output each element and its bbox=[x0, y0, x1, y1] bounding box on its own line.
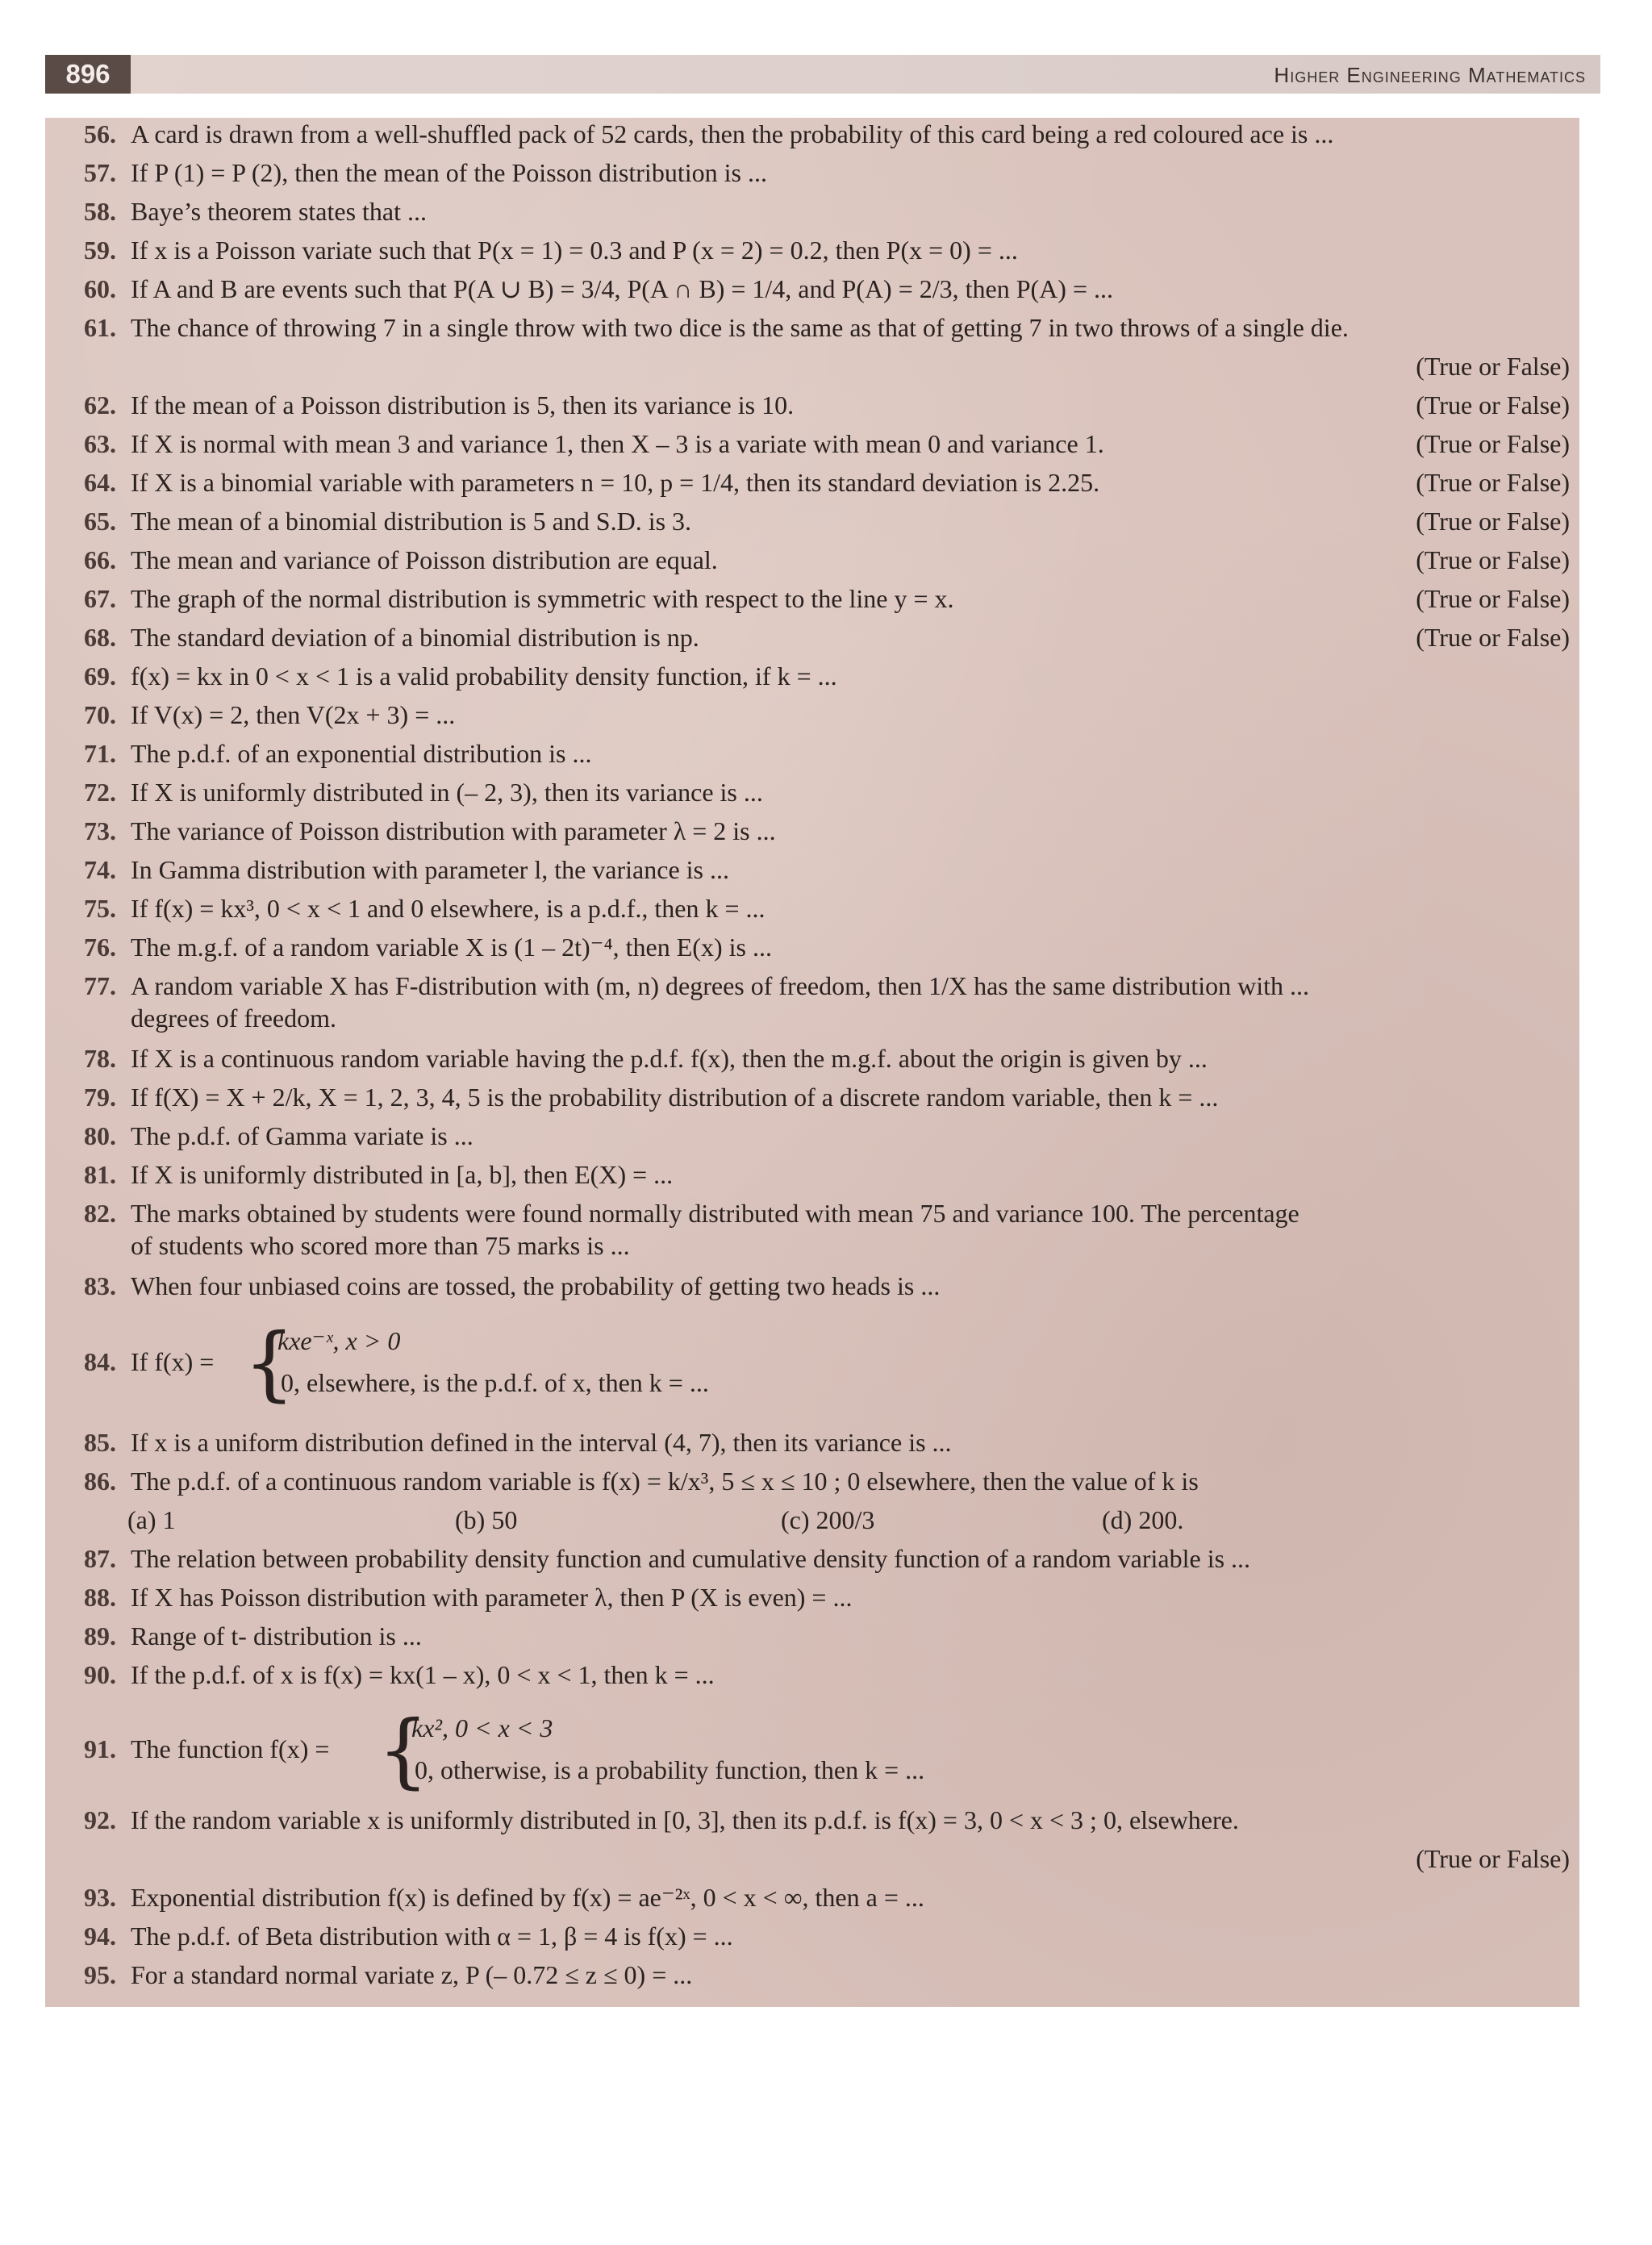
question-number: 93. bbox=[84, 1883, 116, 1912]
question-94 bbox=[45, 1920, 1579, 1952]
question-83 bbox=[45, 1270, 1579, 1302]
left-brace: { bbox=[244, 1316, 295, 1410]
question-text: The p.d.f. of an exponential distribution is ... bbox=[131, 739, 592, 768]
question-number: 77. bbox=[84, 971, 116, 1000]
question-number: 82. bbox=[84, 1199, 116, 1228]
question-text: The marks obtained by students were found normally distributed with mean 75 and variance 100. The percentage bbox=[131, 1199, 1299, 1228]
option-d: (d) 200. bbox=[1102, 1505, 1184, 1534]
question-69 bbox=[45, 660, 1579, 692]
question-number: 91. bbox=[84, 1734, 116, 1763]
question-text: If f(X) = X + 2/k, X = 1, 2, 3, 4, 5 is the probability distribution of a discrete random variable, then k = ... bbox=[131, 1083, 1219, 1112]
question-text: If the random variable x is uniformly distributed in [0, 3], then its p.d.f. is f(x) = 3, 0 < x < 3 ; 0, elsewhere. bbox=[131, 1805, 1239, 1834]
question-71 bbox=[45, 737, 1579, 770]
question-number: 74. bbox=[84, 855, 116, 884]
question-text: If the p.d.f. of x is f(x) = kx(1 – x), 0 < x < 1, then k = ... bbox=[131, 1660, 715, 1689]
question-72 bbox=[45, 776, 1579, 808]
option-b: (b) 50 bbox=[455, 1505, 518, 1534]
question-64 bbox=[45, 466, 1579, 499]
question-text: Baye’s theorem states that ... bbox=[131, 197, 428, 226]
question-number: 72. bbox=[84, 778, 116, 807]
question-89 bbox=[45, 1620, 1579, 1652]
question-60 bbox=[45, 273, 1579, 305]
question-text: The mean and variance of Poisson distribution are equal. bbox=[131, 545, 718, 574]
question-70 bbox=[45, 699, 1579, 731]
question-text: If V(x) = 2, then V(2x + 3) = ... bbox=[131, 700, 456, 729]
question-text: A card is drawn from a well-shuffled pack of 52 cards, then the probability of this card being a red coloured ace is ... bbox=[131, 119, 1334, 148]
question-number: 88. bbox=[84, 1583, 116, 1612]
question-text: Exponential distribution f(x) is defined by f(x) = ae⁻²ˣ, 0 < x < ∞, then a = ... bbox=[131, 1883, 924, 1912]
true-false-label: (True or False) bbox=[1416, 584, 1570, 613]
question-number: 61. bbox=[84, 313, 116, 342]
page-number: 896 bbox=[45, 55, 131, 94]
question-number: 94. bbox=[84, 1922, 116, 1951]
question-text: The chance of throwing 7 in a single throw with two dice is the same as that of getting 7 in two throws of a single die. bbox=[131, 313, 1349, 342]
question-75 bbox=[45, 892, 1579, 924]
question-number: 81. bbox=[84, 1160, 116, 1189]
question-77 bbox=[45, 970, 1579, 1034]
question-95 bbox=[45, 1959, 1579, 1991]
question-number: 69. bbox=[84, 661, 116, 691]
true-false-label: (True or False) bbox=[1416, 468, 1570, 497]
question-text: If X is uniformly distributed in [a, b], then E(X) = ... bbox=[131, 1160, 674, 1189]
question-79 bbox=[45, 1081, 1579, 1113]
case-line-1: kx², 0 < x < 3 bbox=[411, 1713, 553, 1742]
question-text: The mean of a binomial distribution is 5 and S.D. is 3. bbox=[131, 507, 692, 536]
question-66 bbox=[45, 544, 1579, 576]
question-63 bbox=[45, 428, 1579, 460]
question-number: 79. bbox=[84, 1083, 116, 1112]
question-number: 90. bbox=[84, 1660, 116, 1689]
question-text: If X is uniformly distributed in (– 2, 3), then its variance is ... bbox=[131, 778, 763, 807]
question-number: 76. bbox=[84, 933, 116, 962]
question-number: 89. bbox=[84, 1621, 116, 1650]
question-number: 95. bbox=[84, 1960, 116, 1989]
case-line-1: kxe⁻ˣ, x > 0 bbox=[277, 1326, 401, 1355]
question-text: Range of t- distribution is ... bbox=[131, 1621, 422, 1650]
question-number: 83. bbox=[84, 1271, 116, 1300]
question-62 bbox=[45, 389, 1579, 421]
question-90 bbox=[45, 1659, 1579, 1691]
question-68 bbox=[45, 621, 1579, 653]
question-number: 66. bbox=[84, 545, 116, 574]
question-67 bbox=[45, 582, 1579, 615]
question-number: 84. bbox=[84, 1347, 116, 1376]
question-text: If A and B are events such that P(A ∪ B) = 3/4, P(A ∩ B) = 1/4, and P(A) = 2/3, then P(A) = ... bbox=[131, 274, 1113, 303]
option-c: (c) 200/3 bbox=[781, 1505, 875, 1534]
question-text: The standard deviation of a binomial distribution is np. bbox=[131, 623, 699, 652]
question-59 bbox=[45, 234, 1579, 266]
question-text-continued: of students who scored more than 75 marks is ... bbox=[131, 1231, 630, 1260]
question-text: The variance of Poisson distribution with parameter λ = 2 is ... bbox=[131, 816, 776, 845]
question-78 bbox=[45, 1042, 1579, 1075]
question-93 bbox=[45, 1881, 1579, 1913]
question-88 bbox=[45, 1581, 1579, 1613]
question-84 bbox=[45, 1316, 1579, 1413]
true-false-label: (True or False) bbox=[1416, 390, 1570, 419]
question-number: 86. bbox=[84, 1467, 116, 1496]
question-text: A random variable X has F-distribution with (m, n) degrees of freedom, then 1/X has the same distribution with ... bbox=[131, 971, 1310, 1000]
question-text: If the mean of a Poisson distribution is 5, then its variance is 10. bbox=[131, 390, 795, 419]
question-56 bbox=[45, 118, 1579, 150]
option-a: (a) 1 bbox=[127, 1505, 176, 1534]
question-text: In Gamma distribution with parameter l, the variance is ... bbox=[131, 855, 729, 884]
question-number: 60. bbox=[84, 274, 116, 303]
question-65 bbox=[45, 505, 1579, 537]
question-text: If P (1) = P (2), then the mean of the Poisson distribution is ... bbox=[131, 158, 767, 187]
question-text: If X is a binomial variable with parameters n = 10, p = 1/4, then its standard deviation is 2.25. bbox=[131, 468, 1100, 497]
question-number: 64. bbox=[84, 468, 116, 497]
question-58 bbox=[45, 195, 1579, 227]
true-false-label: (True or False) bbox=[1416, 429, 1570, 458]
question-61 bbox=[45, 311, 1579, 381]
true-false-label: (True or False) bbox=[1416, 352, 1570, 381]
question-text: f(x) = kx in 0 < x < 1 is a valid probability density function, if k = ... bbox=[131, 661, 837, 691]
question-57 bbox=[45, 156, 1579, 189]
question-80 bbox=[45, 1120, 1579, 1152]
left-brace: { bbox=[378, 1703, 429, 1797]
question-number: 62. bbox=[84, 390, 116, 419]
question-prefix: If f(x) = bbox=[131, 1347, 215, 1376]
question-text: The m.g.f. of a random variable X is (1 – 2t)⁻⁴, then E(x) is ... bbox=[131, 933, 772, 962]
question-number: 73. bbox=[84, 816, 116, 845]
question-text: The p.d.f. of a continuous random variable is f(x) = k/x³, 5 ≤ x ≤ 10 ; 0 elsewhere, then the value of k is bbox=[131, 1467, 1199, 1496]
question-82 bbox=[45, 1197, 1579, 1262]
true-false-label: (True or False) bbox=[1416, 545, 1570, 574]
question-number: 92. bbox=[84, 1805, 116, 1834]
question-text: For a standard normal variate z, P (– 0.72 ≤ z ≤ 0) = ... bbox=[131, 1960, 693, 1989]
question-92 bbox=[45, 1804, 1579, 1875]
question-text: If x is a Poisson variate such that P(x = 1) = 0.3 and P (x = 2) = 0.2, then P(x = 0) = ... bbox=[131, 236, 1018, 265]
true-false-label: (True or False) bbox=[1416, 1844, 1570, 1873]
question-86 bbox=[45, 1465, 1579, 1538]
question-text: If f(x) = kx³, 0 < x < 1 and 0 elsewhere, is a p.d.f., then k = ... bbox=[131, 894, 766, 923]
exercise-panel bbox=[45, 118, 1579, 2007]
question-number: 80. bbox=[84, 1121, 116, 1150]
question-number: 65. bbox=[84, 507, 116, 536]
question-76 bbox=[45, 931, 1579, 963]
question-number: 78. bbox=[84, 1044, 116, 1073]
question-text: The p.d.f. of Gamma variate is ... bbox=[131, 1121, 473, 1150]
case-line-2: 0, elsewhere, is the p.d.f. of x, then k = ... bbox=[281, 1368, 709, 1397]
question-text: The graph of the normal distribution is symmetric with respect to the line y = x. bbox=[131, 584, 954, 613]
true-false-label: (True or False) bbox=[1416, 623, 1570, 652]
question-text-continued: degrees of freedom. bbox=[131, 1004, 336, 1033]
question-number: 75. bbox=[84, 894, 116, 923]
question-number: 58. bbox=[84, 197, 116, 226]
question-prefix: The function f(x) = bbox=[131, 1734, 330, 1763]
question-text: When four unbiased coins are tossed, the probability of getting two heads is ... bbox=[131, 1271, 941, 1300]
question-81 bbox=[45, 1158, 1579, 1191]
question-number: 70. bbox=[84, 700, 116, 729]
question-text: If x is a uniform distribution defined in the interval (4, 7), then its variance is ... bbox=[131, 1428, 952, 1457]
question-91 bbox=[45, 1703, 1579, 1801]
question-number: 87. bbox=[84, 1544, 116, 1573]
question-number: 85. bbox=[84, 1428, 116, 1457]
case-line-2: 0, otherwise, is a probability function, then k = ... bbox=[415, 1755, 925, 1784]
running-title: Higher Engineering Mathematics bbox=[1274, 63, 1586, 87]
question-text: The p.d.f. of Beta distribution with α = 1, β = 4 is f(x) = ... bbox=[131, 1922, 733, 1951]
question-text: If X has Poisson distribution with parameter λ, then P (X is even) = ... bbox=[131, 1583, 853, 1612]
question-number: 59. bbox=[84, 236, 116, 265]
question-number: 57. bbox=[84, 158, 116, 187]
question-74 bbox=[45, 853, 1579, 886]
question-text: If X is a continuous random variable having the p.d.f. f(x), then the m.g.f. about the origin is given by ... bbox=[131, 1044, 1208, 1073]
question-number: 63. bbox=[84, 429, 116, 458]
question-number: 67. bbox=[84, 584, 116, 613]
question-text: If X is normal with mean 3 and variance 1, then X – 3 is a variate with mean 0 and variance 1. bbox=[131, 429, 1104, 458]
question-87 bbox=[45, 1542, 1579, 1575]
true-false-label: (True or False) bbox=[1416, 507, 1570, 536]
question-text: The relation between probability density function and cumulative density function of a random variable is ... bbox=[131, 1544, 1251, 1573]
question-number: 71. bbox=[84, 739, 116, 768]
question-number: 68. bbox=[84, 623, 116, 652]
question-85 bbox=[45, 1426, 1579, 1458]
question-73 bbox=[45, 815, 1579, 847]
question-number: 56. bbox=[84, 119, 116, 148]
